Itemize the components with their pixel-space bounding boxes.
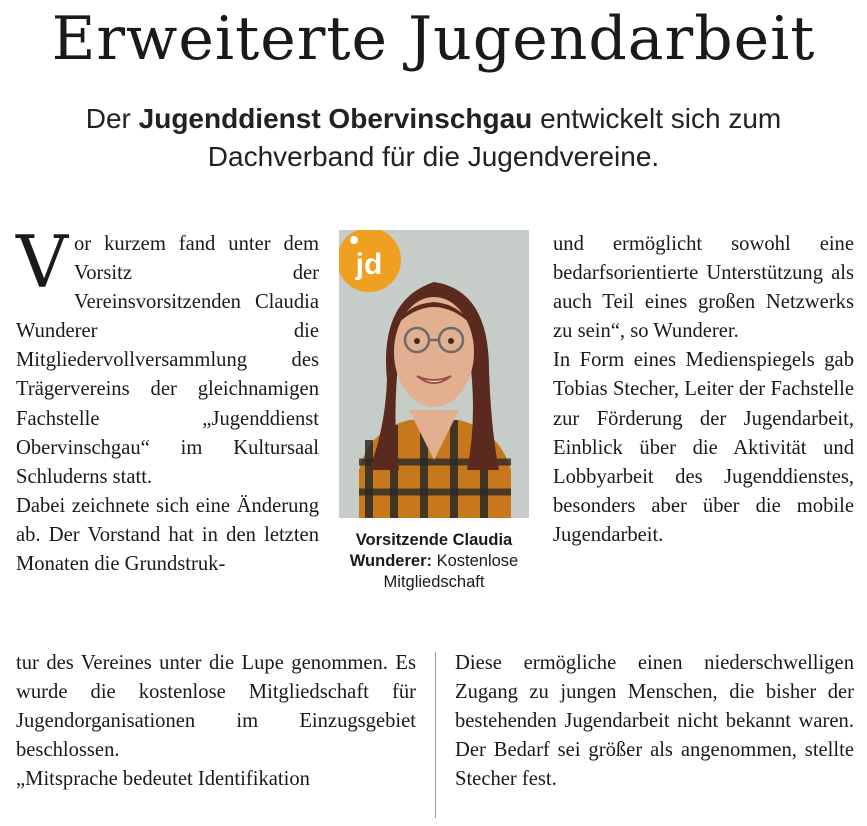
article-paragraph-media: In Form eines Medienspiegels gab Tobias Stecher, Leiter der Fachstelle zur Förderung der Jugendarbeit, Einblick über die Aktivität und Lobbyarbeit des Jugenddienstes, besonders aber über die mobile Jugendarbeit.	[553, 349, 854, 546]
portrait-photo	[339, 230, 529, 518]
caption-bold: Vorsitzende Claudia Wunderer:	[349, 531, 513, 570]
article-column-3	[553, 230, 854, 550]
jd-logo-text: jd	[355, 248, 383, 281]
article-column-1-continued	[16, 649, 416, 794]
article-quote-start: „Mitsprache bedeutet Identifikation	[16, 768, 310, 791]
headline: Erweiterte Jugendarbeit	[51, 4, 816, 74]
article-paragraph-2-continued: tur des Vereines unter die Lupe genommen. Es wurde die kostenlose Mitgliedschaft für Jugendorganisationen im Einzugsgebiet beschlossen.	[16, 652, 416, 762]
column-divider	[435, 652, 436, 818]
article-paragraph-final: Diese ermögliche einen niederschwelligen Zugang zu jungen Menschen, die bisher der bestehenden Jugendarbeit nicht bekannt waren. Der Bedarf sei größer als angenommen, stellte Stecher fest.	[455, 652, 854, 791]
portrait-illustration	[339, 230, 529, 518]
article-column-1	[16, 220, 319, 579]
subheadline	[10, 100, 857, 176]
drop-cap: V	[16, 220, 68, 304]
photo-caption	[333, 530, 535, 593]
article-column-3-continued	[455, 649, 854, 794]
caption-text: Kostenlose Mitgliedschaft	[383, 552, 519, 591]
article-paragraph-1	[16, 220, 319, 492]
subhead-prefix: Der	[85, 103, 131, 134]
article-paragraph-1-text: or kurzem fand unter dem Vorsitz der Vereinsvorsitzenden Claudia Wunderer die Mitgliedervollversammlung des Trägervereins der gleichnamigen Fachstelle „Jugenddienst Obervinschgau“ im Kultursaal Schluderns statt.	[16, 233, 319, 488]
article-paragraph-2: Dabei zeichnete sich eine Änderung ab. Der Vorstand hat in den letzten Monaten die Grundstruk-	[16, 494, 319, 576]
subhead-rest: entwickelt sich zum Dachverband für die Jugendvereine.	[207, 103, 782, 172]
subhead-organization: Jugenddienst Obervinschgau	[138, 103, 533, 134]
article-quote-end: und ermöglicht sowohl eine bedarfsorientierte Unterstützung als auch Teil eines großen Netzwerks zu sein“, so Wunderer.	[553, 233, 854, 343]
